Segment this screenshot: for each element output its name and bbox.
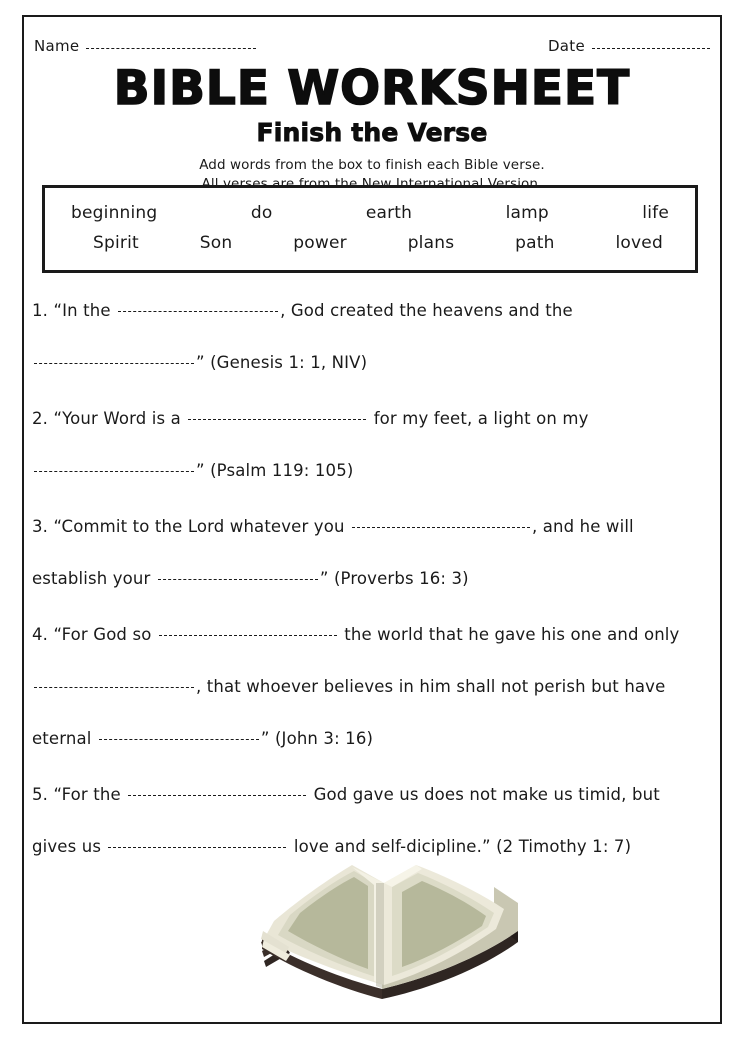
word-bank-item[interactable]: do — [250, 203, 273, 223]
word-bank-item[interactable]: power — [293, 233, 347, 253]
question-text-after: , God created the heavens and the — [280, 301, 573, 320]
open-bible-svg — [256, 843, 524, 1003]
answer-blank[interactable] — [188, 419, 366, 420]
question-text-before: 1. “In the — [32, 301, 117, 320]
word-bank-item[interactable]: loved — [615, 233, 663, 253]
page-subtitle: Finish the Verse — [256, 117, 488, 147]
question-text-after: , that whoever believes in him shall not perish but have — [196, 677, 666, 696]
question-line — [32, 337, 714, 389]
question-text-after: for my feet, a light on my — [368, 409, 589, 428]
answer-blank[interactable] — [352, 527, 530, 528]
date-write-line[interactable] — [592, 48, 710, 49]
answer-blank[interactable] — [118, 311, 278, 312]
word-bank-item[interactable]: plans — [407, 233, 455, 253]
question-text-before: 4. “For God so — [32, 625, 157, 644]
word-bank-item[interactable]: beginning — [71, 203, 158, 223]
answer-blank[interactable] — [159, 635, 337, 636]
answer-blank[interactable] — [34, 363, 194, 364]
question-text-after: the world that he gave his one and only — [338, 625, 680, 644]
answer-blank[interactable] — [158, 579, 318, 580]
question-text-after: ” (Genesis 1: 1, NIV) — [196, 353, 368, 372]
date-field[interactable] — [548, 37, 710, 55]
question-text-after: love and self-dicipline.” (2 Timothy 1: 7) — [288, 837, 632, 856]
name-date-row — [34, 37, 710, 55]
word-bank-item[interactable]: Son — [199, 233, 233, 253]
question-item — [32, 393, 714, 497]
page-title: BIBLE WORKSHEET — [113, 61, 631, 116]
question-text-before: 5. “For the — [32, 785, 127, 804]
word-bank-item[interactable]: Spirit — [93, 233, 139, 253]
answer-blank[interactable] — [34, 471, 194, 472]
instruction-line-1: Add words from the box to finish each Bible verse. — [199, 156, 545, 173]
name-write-line[interactable] — [86, 48, 256, 49]
question-line — [32, 661, 714, 713]
question-text-after: , and he will — [531, 517, 634, 536]
question-line — [32, 553, 714, 605]
question-item — [32, 285, 714, 389]
word-bank-row-1 — [71, 198, 669, 228]
questions-list — [32, 285, 714, 877]
answer-blank[interactable] — [128, 795, 306, 796]
question-line — [32, 393, 714, 445]
question-text-after: ” (Psalm 119: 105) — [196, 461, 354, 480]
worksheet-content — [24, 17, 720, 1022]
question-line — [32, 609, 714, 661]
date-label: Date — [547, 37, 585, 55]
name-field[interactable] — [34, 37, 256, 55]
question-line — [32, 285, 714, 337]
question-line — [32, 445, 714, 497]
word-bank-item[interactable]: lamp — [505, 203, 549, 223]
answer-blank[interactable] — [99, 739, 259, 740]
title-block — [24, 61, 720, 194]
answer-blank[interactable] — [34, 687, 194, 688]
question-text-before: establish your — [32, 569, 156, 588]
word-bank-item[interactable]: path — [515, 233, 555, 253]
open-bible-book-icon — [256, 843, 524, 1003]
question-text-before: gives us — [32, 837, 107, 856]
question-text-before: 2. “Your Word is a — [32, 409, 187, 428]
question-line — [32, 769, 714, 821]
question-item — [32, 501, 714, 605]
question-text-before: 3. “Commit to the Lord whatever you — [32, 517, 350, 536]
word-bank-box — [42, 185, 698, 273]
word-bank-row-2 — [71, 228, 669, 258]
question-line — [32, 713, 714, 765]
word-bank-item[interactable]: earth — [365, 203, 413, 223]
question-line — [32, 501, 714, 553]
question-text-after: ” (Proverbs 16: 3) — [319, 569, 469, 588]
question-text-after: ” (John 3: 16) — [260, 729, 374, 748]
question-item — [32, 609, 714, 765]
question-text-before: eternal — [32, 729, 97, 748]
name-label: Name — [34, 37, 80, 55]
question-text-after: God gave us does not make us timid, but — [308, 785, 660, 804]
word-bank-item[interactable]: life — [642, 203, 669, 223]
